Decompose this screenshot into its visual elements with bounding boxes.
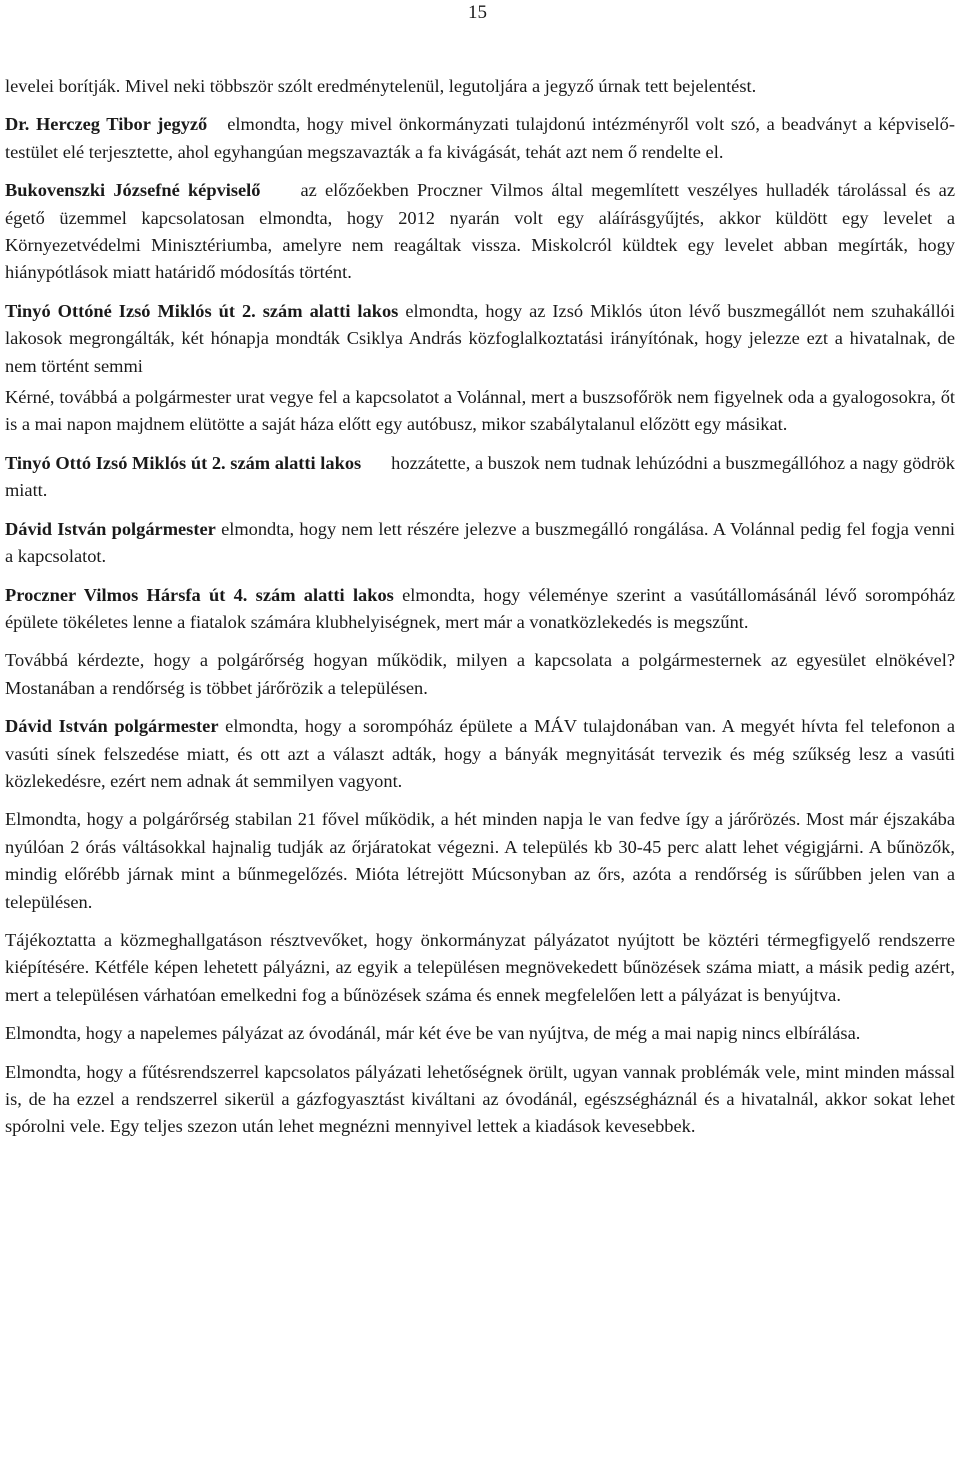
page-number: 15 (468, 2, 487, 23)
document-body (5, 73, 955, 1152)
speaker-name: Dr. Herczeg Tibor jegyző (5, 114, 208, 135)
paragraph-text: elmondta, hogy az Izsó Miklós úton lévő buszmegállót nem szuhakállói lakosok megrongálták, két hónapja mondták Csiklya András közfoglalkoztatási irányítónak, hogy jelezze ezt a hivatalnak, de nem történt semmi (5, 300, 955, 376)
speaker-name: Tinyó Ottó Izsó Miklós út 2. szám alatti lakos (5, 452, 362, 473)
paragraph-text: Tájékoztatta a közmeghallgatáson résztvevőket, hogy önkormányzat pályázatot nyújtott be köztéri térmegfigyelő rendszerre kiépítésére. Kétféle képen lehetett pályázni, az egyik a településen megnövekedett bűnözések száma miatt, a másik pedig azért, mert a településen várhatóan emelkedni fog a bűnözések száma és ennek megfelelően lett a pályázat is benyújtva. (5, 929, 955, 1005)
paragraph-text: elmondta, hogy a sorompóház épülete a MÁV tulajdonában van. A megyét hívta fel telefonon a vasúti sínek felszedése miatt, és ott azt a választ adták, hogy a bányák megnyitását tervezik és még szűkség lesz a vasúti közlekedésre, ezért nem adnak át semmilyen vagyont. (5, 716, 955, 791)
paragraph-text: Elmondta, hogy a polgárőrség stabilan 21 fővel működik, a hét minden napja le van fedve így a járőrözés. Most már éjszakába nyúlóan 2 órás váltásokkal hajnalig tudják az őrjáratokat végezni. A település kb 30-45 perc alatt lehet végigjárni. A bűnözők, mindig előrébb járnak mint a bűnmegelőzés. Mióta létrejött Múcsonyban az őrs, azóta a rendőrség is sűrűbben jelen van a településen. (5, 809, 955, 912)
paragraph-text: Elmondta, hogy a fűtésrendszerrel kapcsolatos pályázati lehetőségnek örült, ugyan vannak problémák vele, mint minden mással is, de ha ezzel a rendszerrel sikerül a gázfogyasztást kiváltani az óvodánál, egészségháznál és a hivatalnál, akkor sokat lehet spórolni vele. Egy teljes szezon után lehet megnézni mennyivel lettek a kiadások kevesebbek. (5, 1061, 955, 1137)
paragraph-david-1 (5, 516, 955, 571)
paragraph-david-2 (5, 713, 955, 795)
paragraph-termegfigyelo (5, 927, 955, 1009)
paragraph-kerne (5, 384, 955, 439)
speaker-name: Proczner Vilmos Hársfa út 4. szám alatti lakos (5, 584, 394, 605)
paragraph-proczner (5, 582, 955, 637)
paragraph-text: az előzőekben Proczner Vilmos által megemlített veszélyes hulladék tárolással és az égető üzemmel kapcsolatosan elmondta, hogy 2012 nyarán volt egy aláírásgyűjtés, akkor küldött egy levelet a Környezetvédelmi Minisztériumba, amelyre nem reagáltak vissza. Miskolcról küldtek egy levelet abban megírták, hogy hiánypótlások miatt határidő módosítás történt. (5, 180, 955, 283)
paragraph-futesrendszer (5, 1059, 955, 1141)
paragraph-text: Elmondta, hogy a napelemes pályázat az óvodánál, már két éve be van nyújtva, de még a mai napig nincs elbírálása. (5, 1023, 861, 1044)
speaker-name: Bukovenszki Józsefné képviselő (5, 180, 261, 201)
paragraph-text: elmondta, hogy mivel önkormányzati tulajdonú intézményről volt szó, a beadványt a képviselő-testület elé terjesztette, ahol egyhangúan megszavazták a fa kivágását, tehát azt nem ő rendelte el. (5, 114, 955, 162)
paragraph-text: levelei borítják. Mivel neki többször szólt eredménytelenül, legutoljára a jegyző úrnak tett bejelentést. (5, 76, 757, 96)
paragraph-text: hozzátette, a buszok nem tudnak lehúzódni a buszmegállóhoz a nagy gödrök miatt. (5, 452, 955, 501)
paragraph-polgarorseg-answer (5, 806, 955, 916)
paragraph-tinyo-ottone (5, 298, 955, 380)
paragraph-text: Kérné, továbbá a polgármester urat vegye fel a kapcsolatot a Volánnal, mert a buszsofőrök nem figyelnek oda a gyalogosokra, őt is a mai napon majdnem elütötte a saját háza előtt egy autóbusz, mikor szabálytalanul előzött egy másikat. (5, 387, 955, 435)
paragraph-bukovenszki (5, 177, 955, 287)
paragraph-napelemes (5, 1020, 955, 1047)
speaker-name: Dávid István polgármester (5, 716, 219, 737)
paragraph-herczeg (5, 111, 955, 166)
speaker-name: Tinyó Ottóné Izsó Miklós út 2. szám alatti lakos (5, 300, 399, 321)
paragraph-text: elmondta, hogy véleménye szerint a vasútállomásánál lévő sorompóház épülete tökéletes lenne a fiatalok számára klubhelyiségnek, mert már a vonatközlekedés is megszűnt. (5, 584, 955, 632)
paragraph-text: Továbbá kérdezte, hogy a polgárőrség hogyan működik, milyen a kapcsolata a polgármesternek az egyesület elnökével? Mostanában a rendőrség is többet járőrözik a településen. (5, 650, 955, 698)
paragraph-intro (5, 73, 955, 100)
paragraph-polgarorseg-question (5, 647, 955, 702)
speaker-name: Dávid István polgármester (5, 518, 216, 539)
paragraph-text: elmondta, hogy nem lett részére jelezve a buszmegálló rongálása. A Volánnal pedig fel fogja venni a kapcsolatot. (5, 518, 955, 567)
paragraph-tinyo-otto (5, 450, 955, 505)
